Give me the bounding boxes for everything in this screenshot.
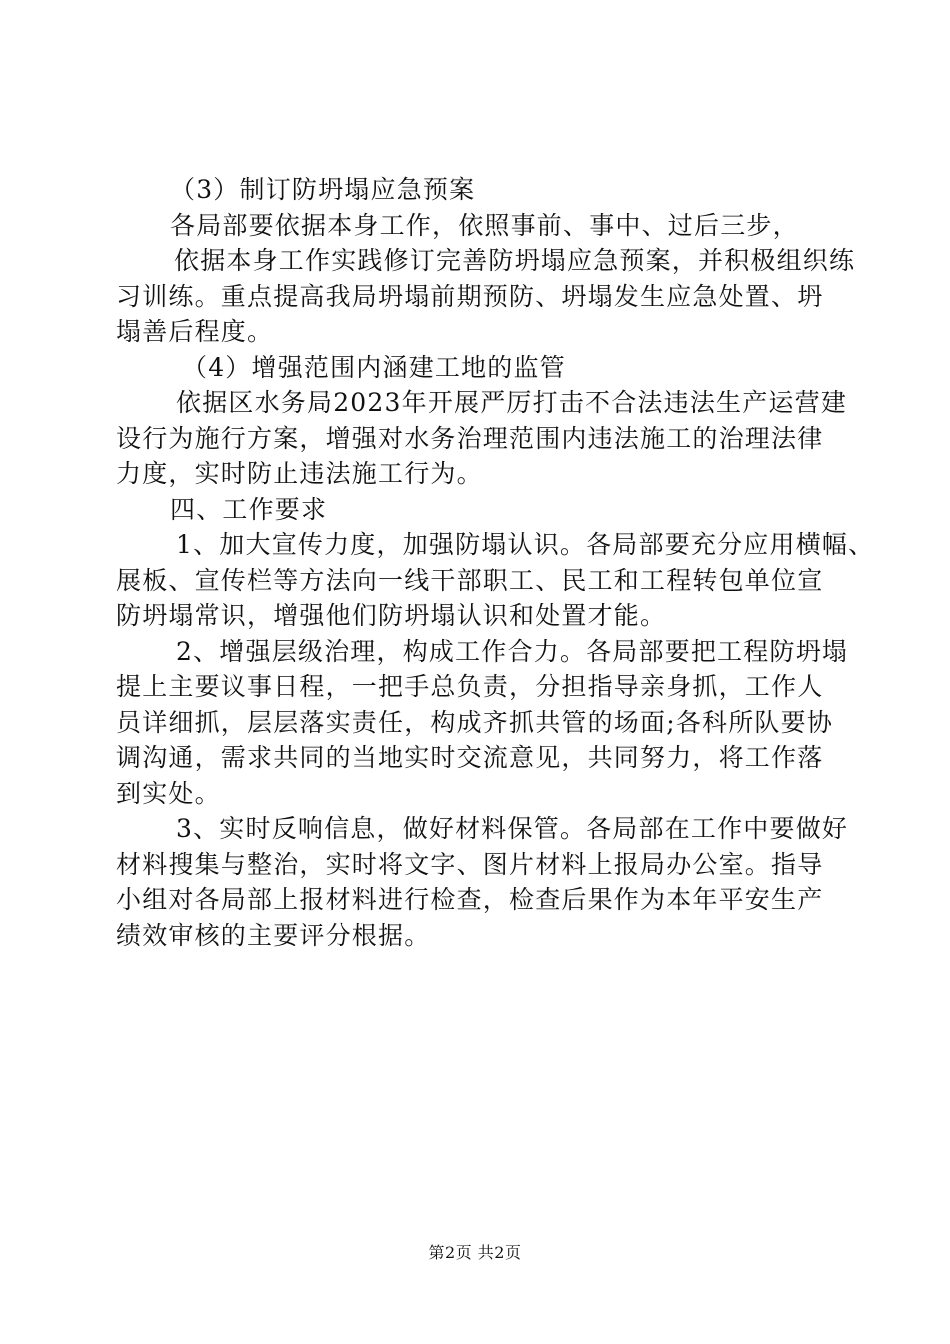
paragraph-line: 绩效审核的主要评分根据。 <box>116 920 431 950</box>
section-heading-4: （4）增强范围内涵建工地的监管 <box>182 352 566 382</box>
paragraph-line: 1、加大宣传力度，加强防塌认识。各局部要充分应用横幅、 <box>176 530 875 559</box>
paragraph-line: 习训练。重点提高我局坍塌前期预防、坍塌发生应急处置、坍 <box>116 281 824 311</box>
paragraph-line: 依据本身工作实践修订完善防坍塌应急预案，并积极组织练 <box>174 246 856 275</box>
paragraph-line: 2、增强层级治理，构成工作合力。各局部要把工程防坍塌 <box>176 636 849 666</box>
page-number-footer: 第2页 共2页 <box>428 1243 522 1262</box>
paragraph-line: 各局部要依据本身工作，依照事前、事中、过后三步， <box>170 210 799 240</box>
document-body <box>116 172 875 953</box>
paragraph-line: 力度，实时防止违法施工行为。 <box>116 459 483 488</box>
paragraph-line: 小组对各局部上报材料进行检查，检查后果作为本年平安生产 <box>116 885 824 914</box>
paragraph-line: 3、实时反响信息，做好材料保管。各局部在工作中要做好 <box>176 814 849 843</box>
paragraph-line: 提上主要议事日程，一把手总负责，分担指导亲身抓，工作人 <box>116 672 824 701</box>
paragraph-line: 到实处。 <box>116 778 221 808</box>
section-heading-requirements: 四、工作要求 <box>170 494 328 524</box>
paragraph-line: 防坍塌常识，增强他们防坍塌认识和处置才能。 <box>116 601 667 630</box>
section-heading-3: （3）制订防坍塌应急预案 <box>170 175 476 204</box>
paragraph-line: 调沟通，需求共同的当地实时交流意见，共同努力，将工作落 <box>116 743 824 772</box>
paragraph-line: 材料搜集与整治，实时将文字、图片材料上报局办公室。指导 <box>116 849 824 879</box>
paragraph-line: 依据区水务局2023年开展严厉打击不合法违法生产运营建 <box>176 388 848 417</box>
paragraph-line: 展板、宣传栏等方法向一线干部职工、民工和工程转包单位宣 <box>116 565 824 595</box>
paragraph-line: 设行为施行方案，增强对水务治理范围内违法施工的治理法律 <box>116 423 824 453</box>
paragraph-line: 塌善后程度。 <box>116 317 274 346</box>
paragraph-line: 员详细抓，层层落实责任，构成齐抓共管的场面;各科所队要协 <box>116 707 834 737</box>
